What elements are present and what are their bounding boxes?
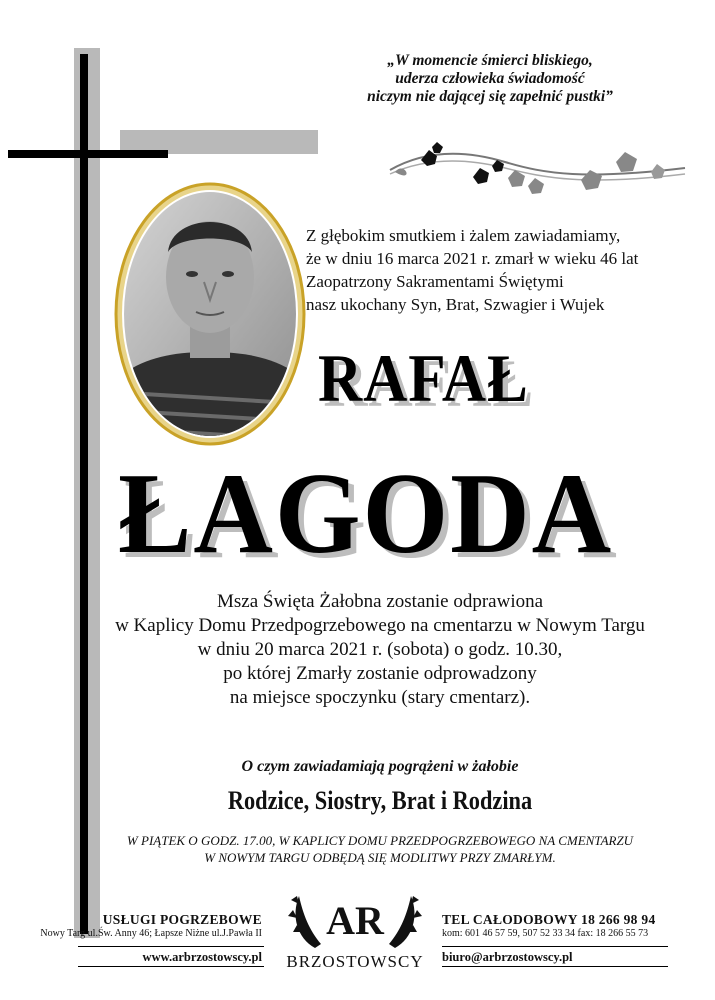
- announcement: [306, 224, 706, 316]
- mourners-intro: O czym zawiadamiają pogrążeni w żałobie: [241, 758, 519, 775]
- announcement-line: nasz ukochany Syn, Brat, Szwagier i Wujek: [306, 295, 605, 314]
- memorial-quote: [300, 52, 680, 106]
- deceased-first-name: RAFAŁ: [318, 340, 529, 416]
- divider: [78, 966, 264, 967]
- prayer-notice: [40, 832, 715, 866]
- logo-name: BRZOSTOWSCY: [286, 952, 424, 971]
- mass-line: po której Zmarły zostanie odprowadzony: [223, 663, 537, 684]
- announcement-line: Zaopatrzony Sakramentami Świętymi: [306, 272, 564, 291]
- email-link[interactable]: biuro@arbrzostowscy.pl: [442, 950, 573, 964]
- prayer-line: W NOWYM TARGU ODBĘDĄ SIĘ MODLITWY PRZY ZMARŁYM.: [204, 850, 556, 865]
- deceased-surname: ŁAGODA: [118, 450, 614, 578]
- logo-letters: AR: [326, 898, 384, 943]
- funeral-services-address: Nowy Targ ul.Św. Anny 46; Łapsze Niżne ul.J.Pawła II: [40, 928, 262, 939]
- mass-line: w dniu 20 marca 2021 r. (sobota) o godz. 10.30,: [197, 639, 563, 660]
- cross-arm-right: [88, 150, 168, 158]
- website-link[interactable]: www.arbrzostowscy.pl: [142, 950, 262, 964]
- funeral-services-title: USŁUGI POGRZEBOWE: [102, 912, 262, 927]
- quote-line: niczym nie dającej się zapełnić pustki”: [367, 88, 613, 105]
- mass-line: w Kaplicy Domu Przedpogrzebowego na cmentarzu w Nowym Targu: [115, 615, 645, 636]
- prayer-line: W PIĄTEK O GODZ. 17.00, W KAPLICY DOMU PRZEDPOGRZEBOWEGO NA CMENTARZU: [126, 833, 634, 848]
- mass-line: Msza Święta Żałobna zostanie odprawiona: [216, 591, 544, 612]
- funeral-mass-info: [60, 590, 700, 710]
- cross-icon: [80, 54, 88, 934]
- divider: [442, 966, 668, 967]
- divider: [78, 946, 264, 947]
- quote-line: uderza człowieka świadomość: [395, 70, 585, 87]
- announcement-line: Z głębokim smutkiem i żalem zawiadamiamy,: [306, 226, 621, 245]
- mass-line: na miejsce spoczynku (stary cmentarz).: [229, 687, 531, 708]
- mourners-names: Rodzice, Siostry, Brat i Rodzina: [227, 786, 533, 815]
- leaf-branch-icon: [385, 140, 695, 200]
- portrait-photo: [112, 182, 308, 447]
- divider: [442, 946, 668, 947]
- mobile-fax-numbers: kom: 601 46 57 59, 507 52 33 34 fax: 18 266 55 73: [442, 928, 649, 939]
- phone-number: TEL CAŁODOBOWY 18 266 98 94: [442, 912, 656, 927]
- announcement-line: że w dniu 16 marca 2021 r. zmarł w wieku 46 lat: [306, 249, 639, 268]
- quote-line: „W momencie śmierci bliskiego,: [387, 52, 593, 69]
